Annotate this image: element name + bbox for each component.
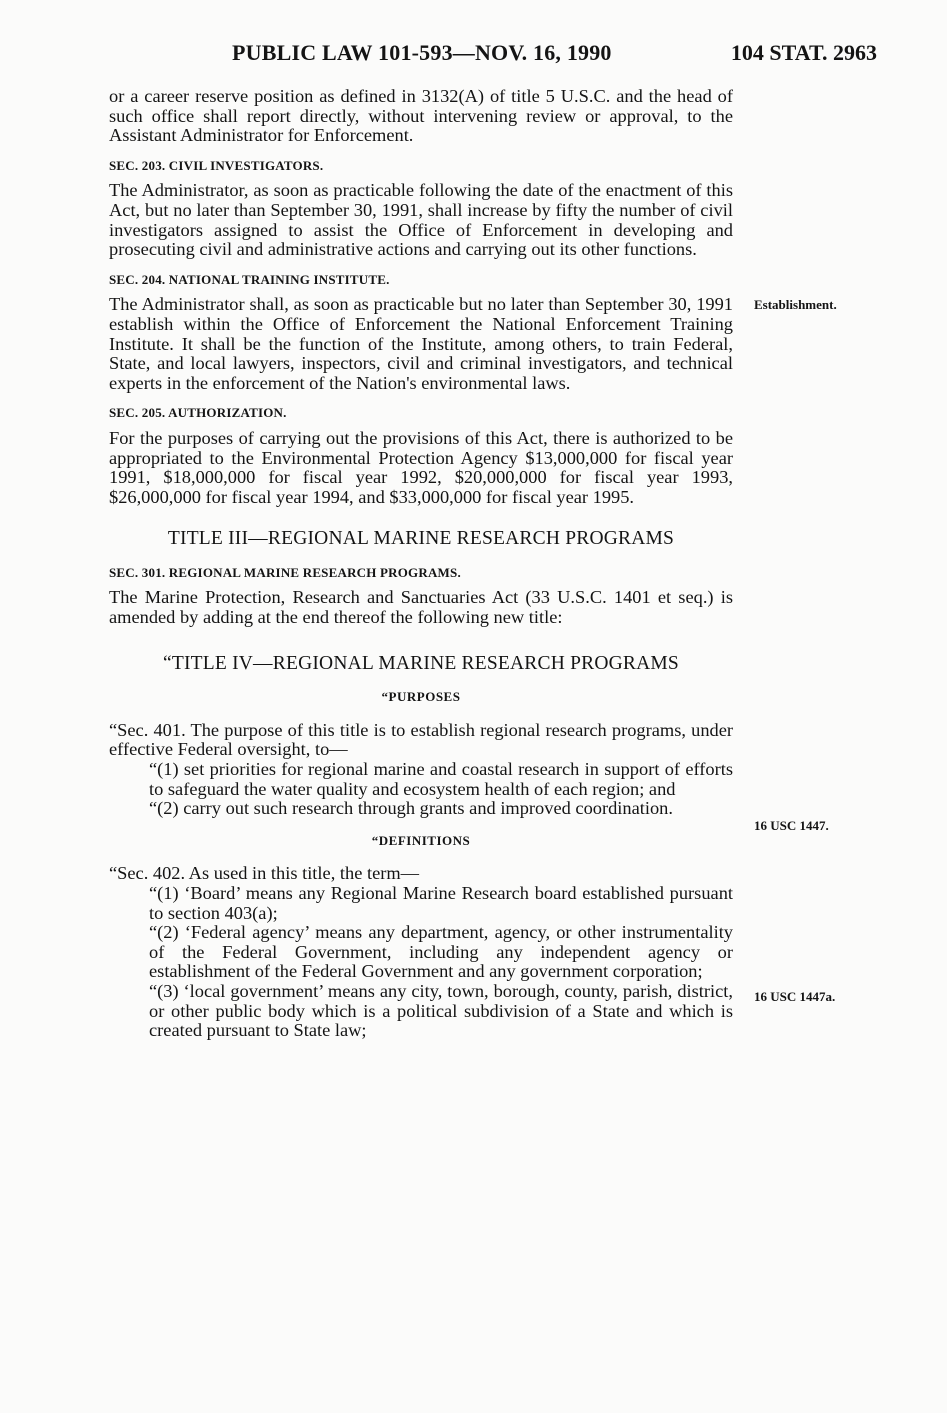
section-205-text: For the purposes of carrying out the provisions of this Act, there is authorized to be appropriated to the Environmental Protection Agency $13,000,000 for fiscal year 1991, $18,000,000 for fiscal year 1992, $20,000,000 for fiscal year 1993, $26,000,000 for fiscal year 1994, and $33,000,000 for fiscal year 1995. xyxy=(109,427,733,507)
intro-paragraph: or a career reserve position as defined in 3132(A) of title 5 U.S.C. and the head of such office shall report directly, without intervening review or approval, to the Assistant Administrator for Enforcement. xyxy=(109,86,733,146)
section-301-heading: SEC. 301. REGIONAL MARINE RESEARCH PROGRAMS. xyxy=(109,564,461,580)
body-text xyxy=(109,87,733,1041)
section-205-heading: SEC. 205. AUTHORIZATION. xyxy=(109,405,287,421)
section-402-text: “Sec. 402. As used in this title, the term— xyxy=(109,863,420,884)
section-203-heading: SEC. 203. CIVIL INVESTIGATORS. xyxy=(109,157,324,173)
page-header xyxy=(0,40,947,70)
section-401-item-2: “(2) carry out such research through grants and improved coordination. xyxy=(149,798,673,819)
section-402-item-3: “(3) ‘local government’ means any city, town, borough, county, parish, district, or other public body which is a political subdivision of a State and which is created pursuant to State law; xyxy=(149,980,733,1041)
section-401-text: “Sec. 401. The purpose of this title is to establish regional research programs, under effective Federal oversight, to— xyxy=(109,719,733,760)
purposes-heading: “PURPOSES xyxy=(381,689,461,705)
margin-note-establishment: Establishment. xyxy=(754,297,837,312)
definitions-heading: “DEFINITIONS xyxy=(371,832,471,848)
margin-note-usc-1447: 16 USC 1447. xyxy=(754,818,829,833)
section-203-text: The Administrator, as soon as practicable following the date of the enactment of this Act, but no later than September 30, 1991, shall increase by fifty the number of civil investigators assigned to assist the Office of Enforcement in developing and prosecuting civil and administrative actions and carrying out its other functions. xyxy=(109,180,733,260)
title-iii-heading: TITLE III—REGIONAL MARINE RESEARCH PROGRAMS xyxy=(167,528,675,550)
section-204-text: The Administrator shall, as soon as practicable but no later than September 30, 1991 establish within the Office of Enforcement the National Enforcement Training Institute. It shall be the function of the Institute, among others, to train Federal, State, and local lawyers, inspectors, civil and criminal investigators, and technical experts in the enforcement of the Nation's environmental laws. xyxy=(109,294,733,393)
title-iv-heading: “TITLE IV—REGIONAL MARINE RESEARCH PROGRAMS xyxy=(163,652,679,674)
section-204-heading: SEC. 204. NATIONAL TRAINING INSTITUTE. xyxy=(109,271,390,287)
section-401-item-1: “(1) set priorities for regional marine and coastal research in support of efforts to safeguard the water quality and ecosystem health of each region; and xyxy=(149,759,733,799)
section-301-text: The Marine Protection, Research and Sanctuaries Act (33 U.S.C. 1401 et seq.) is amended by adding at the end thereof the following new title: xyxy=(109,587,733,628)
stat-reference: 104 STAT. 2963 xyxy=(730,40,877,65)
section-402-item-2: “(2) ‘Federal agency’ means any department, agency, or other instrumentality of the Federal Government, including any independent agency or establishment of the Federal Government and any government corporation; xyxy=(149,922,733,982)
running-head: PUBLIC LAW 101-593—NOV. 16, 1990 xyxy=(232,40,612,65)
margin-note-usc-1447a: 16 USC 1447a. xyxy=(754,989,836,1004)
section-402-item-1: “(1) ‘Board’ means any Regional Marine Research board established pursuant to section 403(a); xyxy=(149,883,733,923)
